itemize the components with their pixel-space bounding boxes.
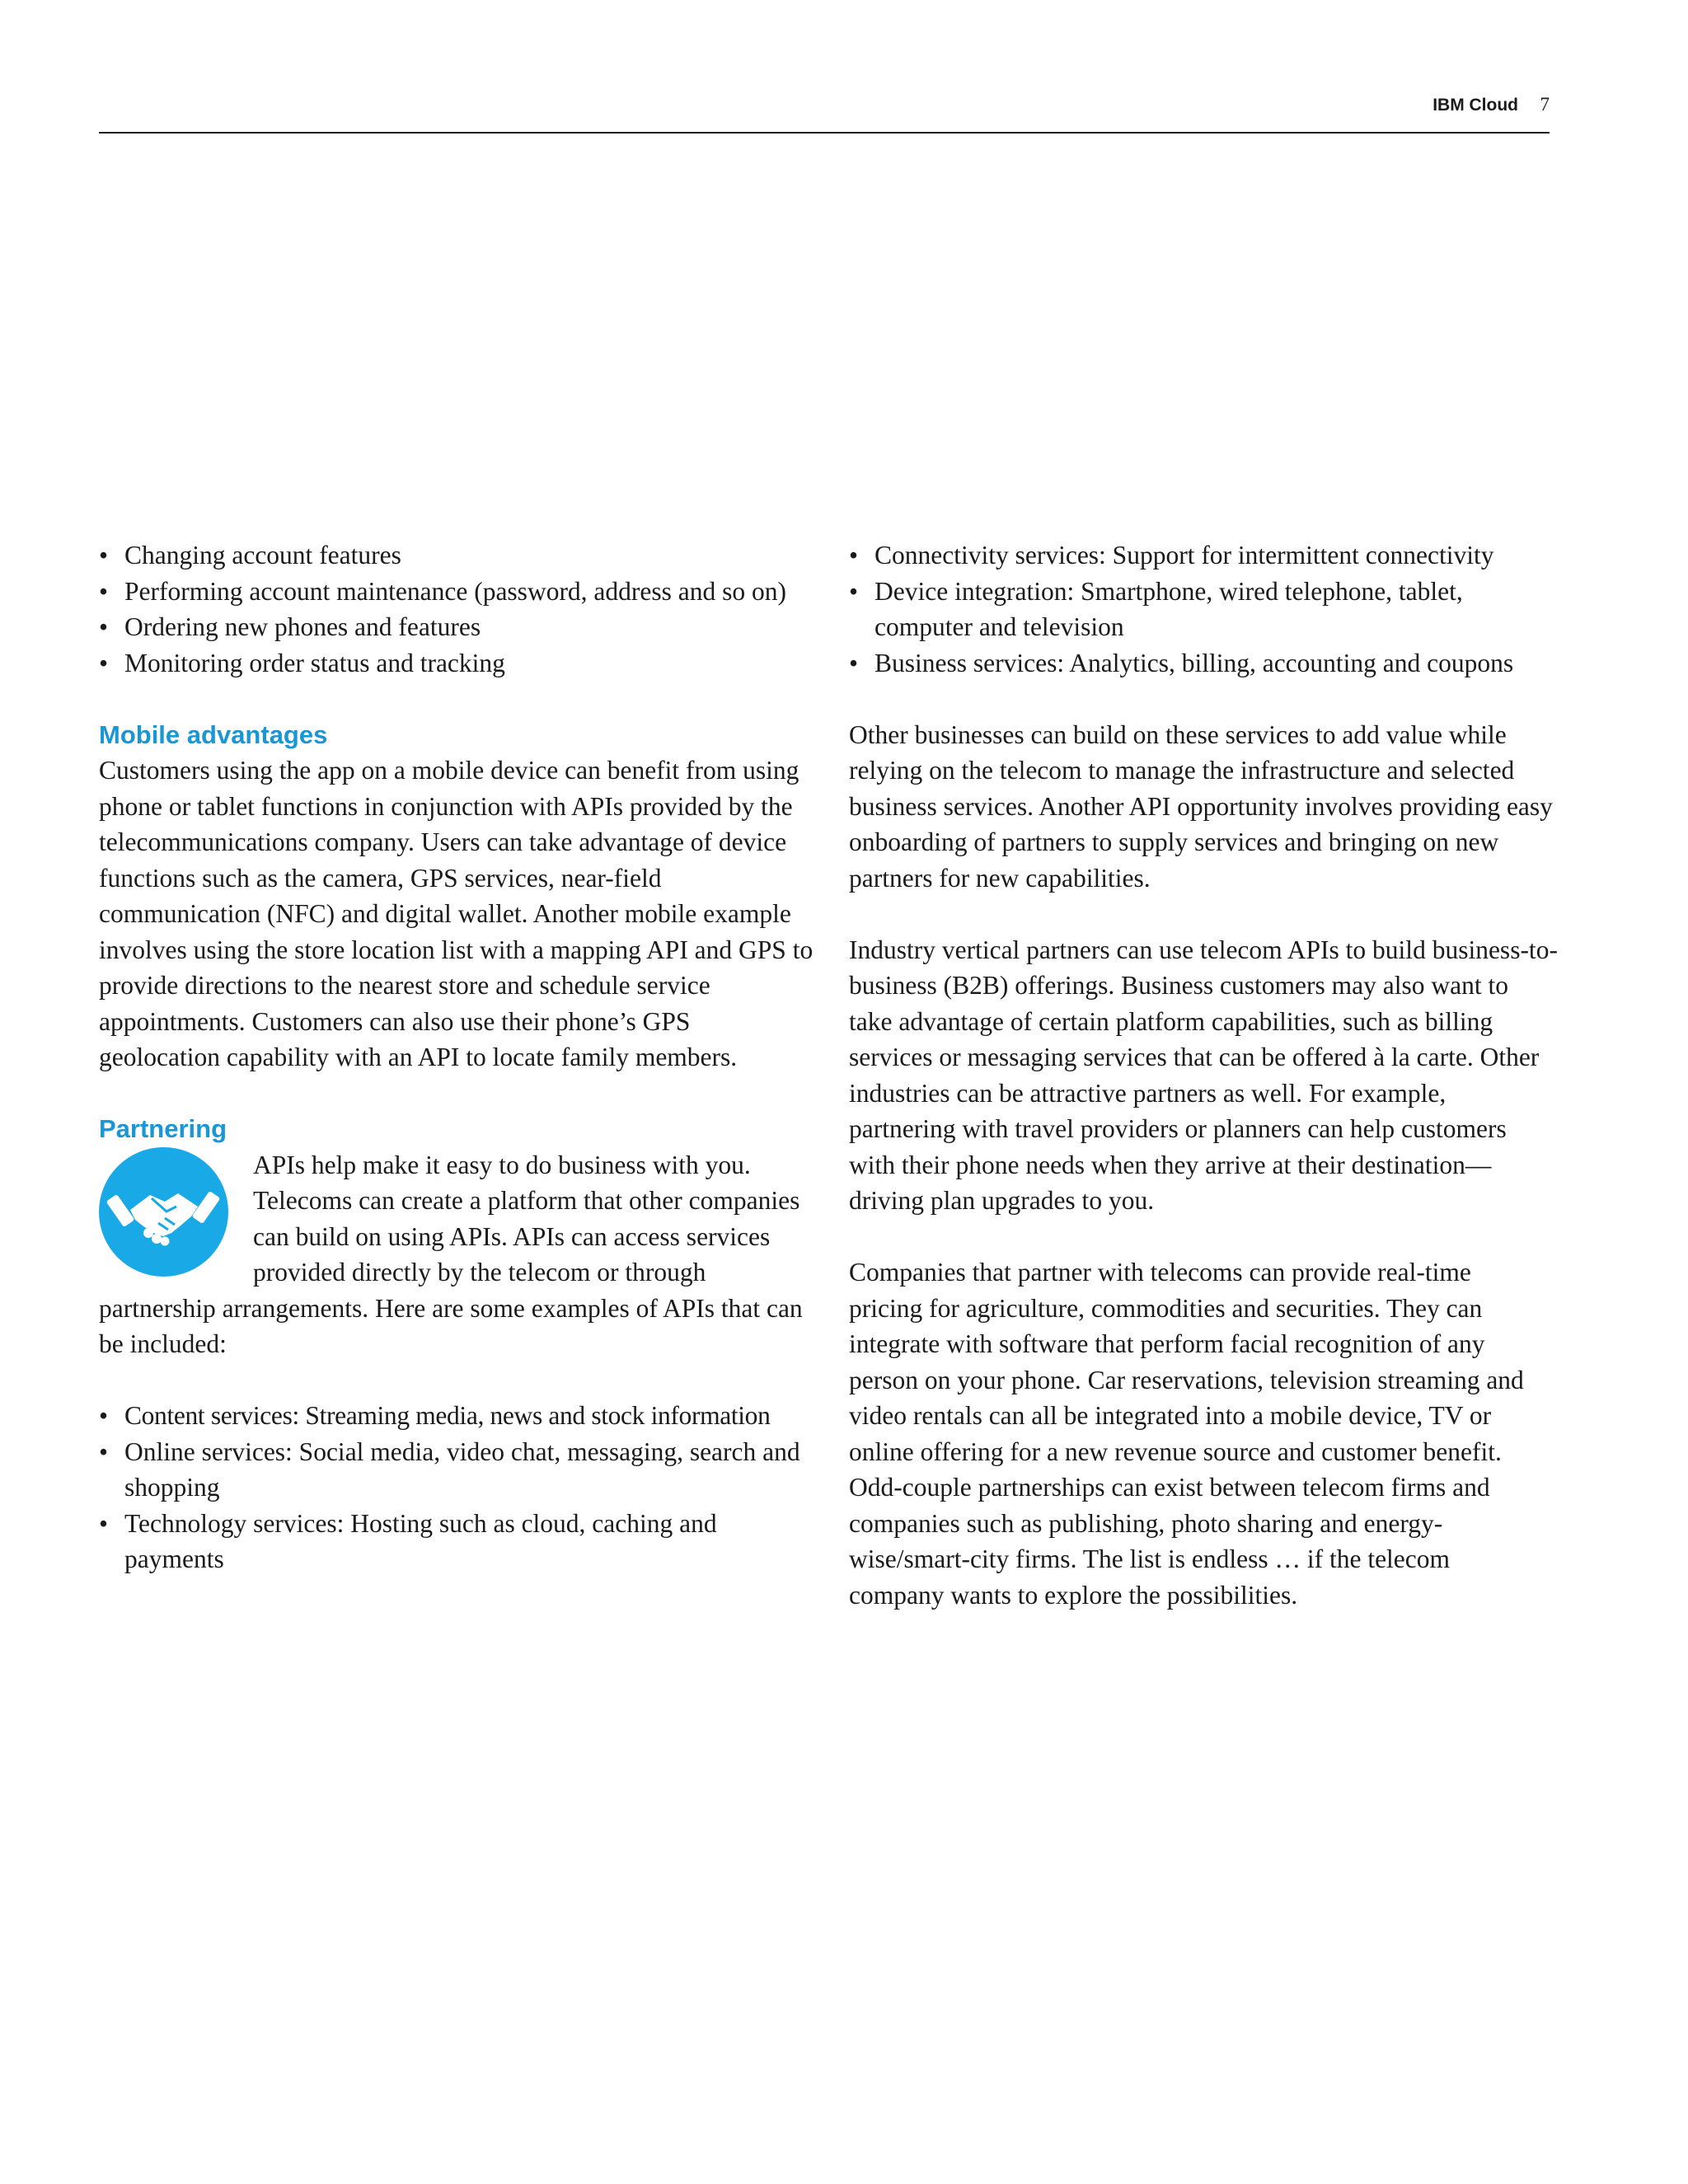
right-column: [849, 537, 1558, 1613]
list-item: • Business services: Analytics, billing, accounting and coupons: [849, 645, 1558, 682]
list-item: • Ordering new phones and features: [99, 609, 824, 645]
mobile-advantages-paragraph: Customers using the app on a mobile device can benefit from using phone or tablet functions in conjunction with APIs provided by the telecommunications company. Users can take advantage of device functions such as the camera, GPS services, near-field communication (NFC) and digital wallet. Another mobile example involves using the store location list with a mapping API and GPS to provide directions to the nearest store and schedule service appointments. Customers can also use their phone’s GPS geolocation capability with an API to locate family members.: [99, 756, 814, 1071]
mobile-advantages-heading: Mobile advantages: [99, 719, 328, 749]
paragraph-industry-partners: Industry vertical partners can use telecom APIs to build business-to-business (B2B) offerings. Business customers may also want to take advantage of certain platform capabilities, such as billing services or messaging services that can be offered à la carte. Other industries can be attractive partners as well. For example, partnering with travel providers or planners can help customers with their phone needs when they arrive at their destination—driving plan upgrades to you.: [849, 935, 1558, 1215]
partnering-heading: Partnering: [99, 1114, 227, 1143]
service-categories-list: [849, 537, 1558, 681]
partnering-block: [99, 1147, 824, 1362]
list-item: • Performing account maintenance (password, address and so on): [99, 574, 800, 610]
handshake-icon: [99, 1147, 228, 1277]
paragraph-businesses: Other businesses can build on these services to add value while relying on the telecom to manage the infrastructure and selected business services. Another API opportunity involves providing easy onboarding of partners to supply services and bringing on new partners for new capabilities.: [849, 719, 1553, 893]
partnering-paragraph: APIs help make it easy to do business with you. Telecoms can create a platform that other companies can build on using APIs. APIs can access services provided directly by the telecom or through partnership arrangements. Here are some examples of APIs that can be included:: [99, 1150, 803, 1358]
list-item: • Changing account features: [99, 537, 824, 574]
paragraph-companies-partner: Companies that partner with telecoms can provide real-time pricing for agriculture, commodities and securities. They can integrate with software that perform facial recognition of any person on your phone. Car reservations, television streaming and video rentals can all be integrated into a mobile device, TV or online offering for a new revenue source and customer benefit. Odd-couple partnerships can exist between telecom firms and companies such as publishing, photo sharing and energy-wise/smart-city firms. The list is endless … if the telecom company wants to explore the possibilities.: [849, 1258, 1524, 1610]
account-features-list: [99, 537, 824, 681]
list-item: • Device integration: Smartphone, wired telephone, tablet, computer and television: [849, 574, 1550, 645]
left-column: [99, 537, 824, 1577]
page-number: 7: [1540, 94, 1550, 115]
page-header: [99, 92, 1550, 134]
header-brand: IBM Cloud: [1432, 96, 1518, 115]
list-item: • Connectivity services: Support for intermittent connectivity: [849, 537, 1558, 574]
list-item: • Content services: Streaming media, news and stock information: [99, 1398, 824, 1434]
api-examples-list: [99, 1398, 824, 1577]
list-item: • Online services: Social media, video chat, messaging, search and shopping: [99, 1434, 833, 1506]
list-item: • Technology services: Hosting such as cloud, caching and payments: [99, 1506, 751, 1577]
list-item: • Monitoring order status and tracking: [99, 645, 824, 682]
